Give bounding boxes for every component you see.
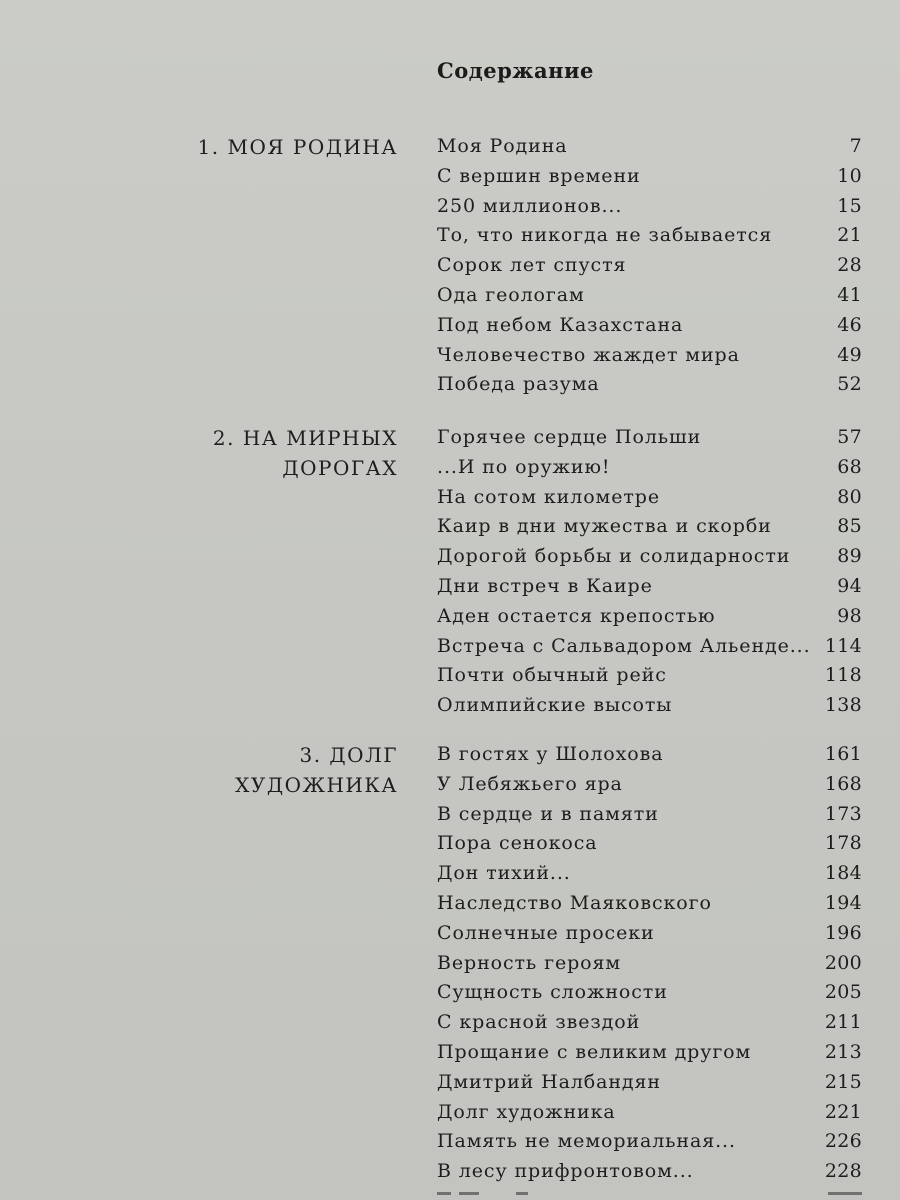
entry-title: Солнечные просеки (437, 921, 655, 944)
toc-entry (437, 632, 862, 662)
section-heading-line: ХУДОЖНИКА (235, 773, 398, 797)
entry-title: Под небом Казахстана (437, 313, 684, 336)
toc-entry (437, 829, 862, 859)
section-heading-line: ДОРОГАХ (282, 456, 398, 480)
toc-entry (437, 192, 862, 222)
entry-page-number: 184 (824, 862, 862, 885)
entry-title: Встреча с Сальвадором Альенде... (437, 634, 811, 657)
toc-entry-list (437, 740, 862, 1187)
entry-page-number: 221 (824, 1100, 862, 1123)
toc-entry (437, 162, 862, 192)
entry-page-number: 138 (824, 694, 862, 717)
toc-entry (437, 1008, 862, 1038)
section-heading (235, 740, 398, 800)
toc-entry (437, 341, 862, 371)
entry-page-number: 211 (824, 1011, 862, 1034)
entry-title: Дмитрий Налбандян (437, 1070, 661, 1093)
toc-entry (437, 691, 862, 721)
entry-page-number: 21 (837, 224, 862, 247)
entry-page-number: 52 (837, 373, 862, 396)
entry-title: В лесу прифронтовом... (437, 1160, 694, 1183)
entry-page-number: 98 (837, 604, 862, 627)
entry-title: В сердце и в памяти (437, 802, 659, 825)
entry-page-number: 226 (824, 1130, 862, 1153)
entry-page-number: 114 (824, 634, 862, 657)
entry-title: Прощание с великим другом (437, 1040, 752, 1063)
entry-title: ...И по оружию! (437, 455, 611, 478)
entry-page-number: 215 (824, 1070, 862, 1093)
entry-page-number: 57 (837, 426, 862, 448)
entry-title: С красной звездой (437, 1011, 641, 1034)
cut-off-glyph-tops (437, 1192, 862, 1198)
toc-entry (437, 281, 862, 311)
toc-entry (437, 221, 862, 251)
toc-entry (437, 949, 862, 979)
toc-entry (437, 1157, 862, 1187)
toc-entry (437, 602, 862, 632)
entry-title: Наследство Маяковского (437, 891, 712, 914)
toc-entry (437, 423, 862, 453)
entry-page-number: 213 (824, 1040, 862, 1063)
entry-page-number: 161 (824, 743, 862, 765)
entry-page-number: 49 (837, 343, 862, 366)
toc-entry (437, 978, 862, 1008)
entry-title: Сорок лет спустя (437, 254, 627, 277)
toc-entry-list (437, 423, 862, 721)
toc-entry (437, 132, 862, 162)
entry-title: Олимпийские высоты (437, 694, 673, 717)
section-heading-line: 3. ДОЛГ (299, 743, 398, 767)
toc-entry (437, 800, 862, 830)
entry-title: Победа разума (437, 373, 600, 396)
entry-title: Память не мемориальная... (437, 1130, 736, 1153)
entry-page-number: 41 (837, 283, 862, 306)
entry-title: Почти обычный рейс (437, 664, 667, 687)
entry-title: Долг художника (437, 1100, 616, 1123)
entry-page-number: 196 (824, 921, 862, 944)
entry-page-number: 194 (824, 891, 862, 914)
entry-page-number: 205 (824, 981, 862, 1004)
entry-page-number: 80 (837, 485, 862, 508)
entry-page-number: 15 (837, 194, 862, 217)
entry-title: 250 миллионов... (437, 194, 623, 217)
entry-page-number: 200 (824, 951, 862, 974)
toc-entry (437, 740, 862, 770)
entry-title: Дон тихий... (437, 862, 571, 885)
entry-title: Сущность сложности (437, 981, 668, 1004)
toc-entry (437, 770, 862, 800)
entry-title: Пора сенокоса (437, 832, 598, 855)
toc-entry (437, 251, 862, 281)
entry-title: У Лебяжьего яра (437, 772, 623, 795)
cut-off-text-line (437, 1188, 862, 1200)
entry-title: Ода геологам (437, 283, 585, 306)
toc-entry (437, 311, 862, 341)
entry-page-number: 178 (824, 832, 862, 855)
entry-title: Аден остается крепостью (437, 604, 716, 627)
toc-entry (437, 1127, 862, 1157)
entry-page-number: 68 (837, 455, 862, 478)
section-heading (213, 423, 398, 483)
entry-title: Каир в дни мужества и скорби (437, 515, 772, 538)
entry-page-number: 89 (837, 545, 862, 568)
entry-title: Человечество жаждет мира (437, 343, 740, 366)
entry-title: Дорогой борьбы и солидарности (437, 545, 791, 568)
entry-title: Горячее сердце Польши (437, 426, 702, 448)
entry-title: То, что никогда не забывается (437, 224, 773, 247)
entry-page-number: 7 (849, 135, 862, 157)
entry-title: На сотом километре (437, 485, 660, 508)
toc-entry (437, 889, 862, 919)
toc-entry (437, 542, 862, 572)
toc-entry (437, 919, 862, 949)
section-heading-line: 1. МОЯ РОДИНА (197, 135, 398, 159)
entry-title: Верность героям (437, 951, 622, 974)
toc-entry (437, 1068, 862, 1098)
entry-page-number: 228 (824, 1160, 862, 1183)
entry-page-number: 118 (824, 664, 862, 687)
toc-entry (437, 1098, 862, 1128)
entry-page-number: 10 (837, 164, 862, 187)
entry-title: В гостях у Шолохова (437, 743, 664, 765)
entry-title: С вершин времени (437, 164, 641, 187)
entry-title: Моя Родина (437, 135, 568, 157)
toc-entry-list (437, 132, 862, 400)
section-heading-line: 2. НА МИРНЫХ (212, 426, 398, 450)
entry-page-number: 46 (837, 313, 862, 336)
toc-entry (437, 483, 862, 513)
toc-entry (437, 859, 862, 889)
toc-entry (437, 512, 862, 542)
entry-title: Дни встреч в Каире (437, 574, 653, 597)
entry-page-number: 173 (824, 802, 862, 825)
entry-page-number: 28 (837, 254, 862, 277)
entry-page-number: 168 (824, 772, 862, 795)
toc-entry (437, 453, 862, 483)
section-heading (198, 132, 398, 162)
page-title: Содержание (437, 58, 594, 83)
toc-entry (437, 661, 862, 691)
entry-page-number: 85 (837, 515, 862, 538)
toc-entry (437, 370, 862, 400)
entry-page-number: 94 (837, 574, 862, 597)
toc-entry (437, 1038, 862, 1068)
toc-entry (437, 572, 862, 602)
